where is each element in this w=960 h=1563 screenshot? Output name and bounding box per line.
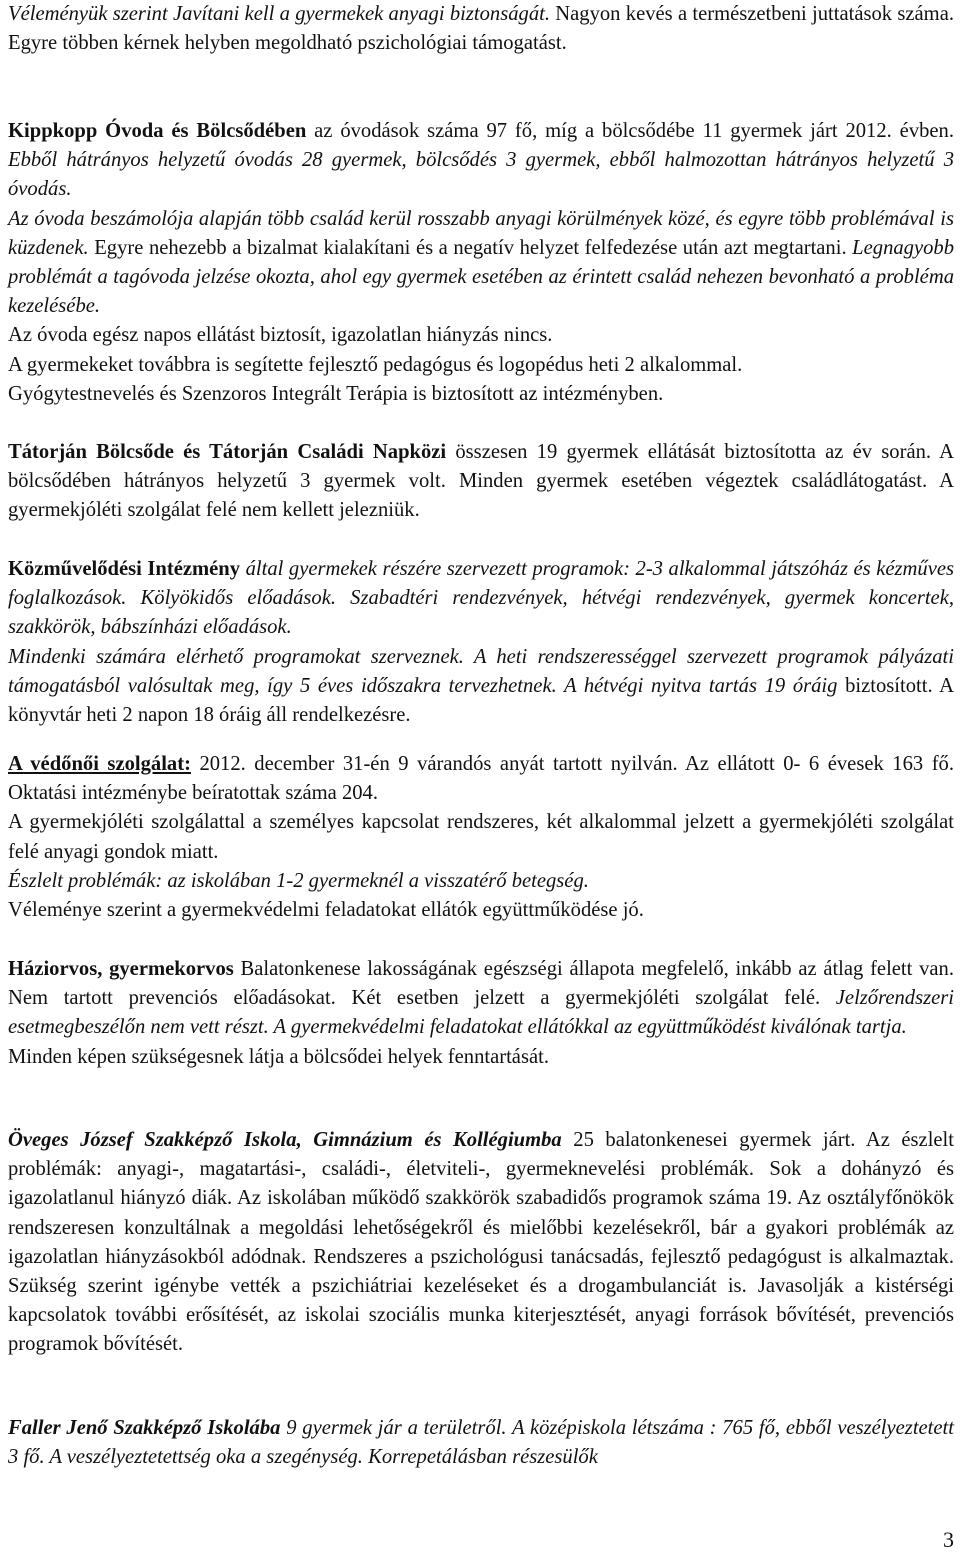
p5-text-2: A gyermekjóléti szolgálattal a személyes kapcsolat rendszeres, két alkalommal jelzett a gyermekjóléti szolgálat felé anyagi gondok miatt. [8, 811, 954, 863]
paragraph-2 [8, 117, 954, 409]
p7-heading: Öveges József Szakképző Iskola, Gimnázium és Kollégiumba [8, 1129, 562, 1151]
p2-part-1 [8, 117, 954, 205]
p5-part-2 [8, 808, 954, 866]
paragraph-5 [8, 750, 954, 925]
p5-part-1 [8, 750, 954, 808]
p2-line-8: Gyógytestnevelés és Szenzoros Integrált Terápia is biztosított az intézményben. [8, 382, 664, 405]
p1-sentence-1: Véleményük szerint Javítani kell a gyermekek anyagi biztonságát. [8, 3, 550, 25]
p6-text-2: Jelzőrendszeri esetmegbeszélőn nem vett részt. A gyermekvédelmi feladatokat ellátókkal az együttműködést kiválónak tartja. [8, 987, 954, 1039]
paragraph-7 [8, 1126, 954, 1360]
p2-part-2 [8, 205, 954, 322]
paragraph-1 [8, 0, 954, 58]
p8-text: 9 gyermek jár a területről. A középiskola létszáma : 765 fő, ebből veszélyeztetett 3 fő. A veszélyeztetettség oka a szegénység. Korrepetálásban részesülők [8, 1417, 954, 1469]
p6-part-1 [8, 955, 954, 1043]
p2-text-5: Legnagyobb problémát a tagóvoda jelzése okozta, ahol egy gyermek esetében az érintett család nehezen bevonható a probléma kezelésébe. [8, 236, 954, 318]
p3-heading: Tátorján Bölcsőde és Tátorján Családi Napközi [8, 441, 447, 463]
page-number: 3 [943, 1527, 954, 1552]
p4-heading: Közművelődési Intézmény [8, 558, 241, 580]
paragraph-6 [8, 955, 954, 1072]
p5-heading: A védőnői szolgálat: [8, 753, 191, 775]
p2-heading: Kippkopp Óvoda és Bölcsődében [8, 120, 307, 142]
p6-heading: Háziorvos, gyermekorvos [8, 958, 234, 980]
p6-text-1: Balatonkenese lakosságának egészségi állapota megfelelő, inkább az átlag felett van. Nem tartott prevenciós előadásokat. Két esetben jelzett a gyermekjóléti szolgálat felé. [8, 958, 954, 1010]
p3-text: összesen 19 gyermek ellátását biztosította az év során. A bölcsődében hátrányos helyzetű 3 gyermek volt. Minden gyermek esetében végeztek családlátogatást. A gyermekjóléti szolgálat felé nem kellett jelezniük. [8, 441, 954, 522]
paragraph-4 [8, 555, 954, 730]
p8-heading: Faller Jenő Szakképző Iskolába [8, 1417, 281, 1439]
p2-line-7: A gyermekeket továbbra is segítette fejlesztő pedagógus és logopédus heti 2 alkalommal. [8, 353, 743, 376]
p2-line-6: Az óvoda egész napos ellátást biztosít, igazolatlan hiányzás nincs. [8, 324, 553, 347]
p4-text-1: által gyermekek részére szervezett programok: 2-3 alkalommal játszóház és kézműves foglalkozások. Kölyökidős előadások. Szabadtéri rendezvények, hétvégi rendezvények, gyermek koncertek, szakkörök, bábszínházi előadások. [8, 558, 954, 639]
p4-text-3: biztosított. A könyvtár heti 2 napon 18 óráig áll rendelkezésre. [8, 674, 955, 727]
p5-text-1: 2012. december 31-én 9 várandós anyát tartott nyilván. Az ellátott 0- 6 évesek 163 fő. Oktatási intézménybe beíratottak száma 204. [8, 753, 954, 805]
p7-text: 25 balatonkenesei gyermek járt. Az észlelt problémák: anyagi-, magatartási-, családi-, életviteli-, gyermeknevelési problémák. Sok a dohányzó és igazolatlanul hiányzó diák. Az iskolában működő szakkörök szabadidős programok száma 19. Az osztályfőnökök rendszeresen konzultálnak a megoldási lehetőségekről és mielőbbi kezelésekről, bár a gyakori problémák az igazolatlan hiányzásokból adódnak. Rendszeres a pszichológusi tanácsadás, fejlesztő pedagógust is alkalmaztak. Szükség szerint igénybe vették a pszichiátriai kezeléseket és a drogambulanciát is. Javasolják a kistérségi kapcsolatok további erősítését, az iskolai szociális munka kiterjesztését, anyagi források bővítését, prevenciós programok bővítését. [8, 1129, 954, 1356]
paragraph-3 [8, 438, 954, 526]
p6-line-3: Minden képen szükségesnek látja a bölcsődei helyek fenntartását. [8, 1045, 549, 1068]
p4-text-2: Mindenki számára elérhető programokat szerveznek. A heti rendszerességgel szervezett programok pályázati támogatásból valósultak meg, így 5 éves időszakra tervezhetnek. A hétvégi nyitva tartás 19 óráig [8, 645, 954, 697]
p5-line-4: Véleménye szerint a gyermekvédelmi feladatokat ellátók együttműködése jó. [8, 899, 644, 922]
paragraph-8 [8, 1414, 954, 1472]
p4-part-2 [8, 643, 954, 731]
p2-text-3: Az óvoda beszámolója alapján több család kerül rosszabb anyagi körülmények közé, és egyre több problémával is küzdenek. [8, 207, 954, 259]
p2-text-4: Egyre nehezebb a bizalmat kialakítani és a negatív helyzet felfedezése után azt megtartani. [88, 236, 847, 259]
p1-sentence-2: Nagyon kevés a természetbeni juttatások száma. Egyre többen kérnek helyben megoldható pszichológiai támogatást. [8, 3, 954, 55]
p2-text-2: Ebből hátrányos helyzetű óvodás 28 gyermek, bölcsődés 3 gyermek, ebből halmozottan hátrányos helyzetű 3 óvodás. [8, 149, 954, 201]
p5-line-3: Észlelt problémák: az iskolában 1-2 gyermeknél a visszatérő betegség. [8, 869, 589, 892]
p2-text-1: az óvodások száma 97 fő, míg a bölcsődébe 11 gyermek járt 2012. évben. [306, 120, 954, 142]
p4-part-1 [8, 555, 954, 643]
